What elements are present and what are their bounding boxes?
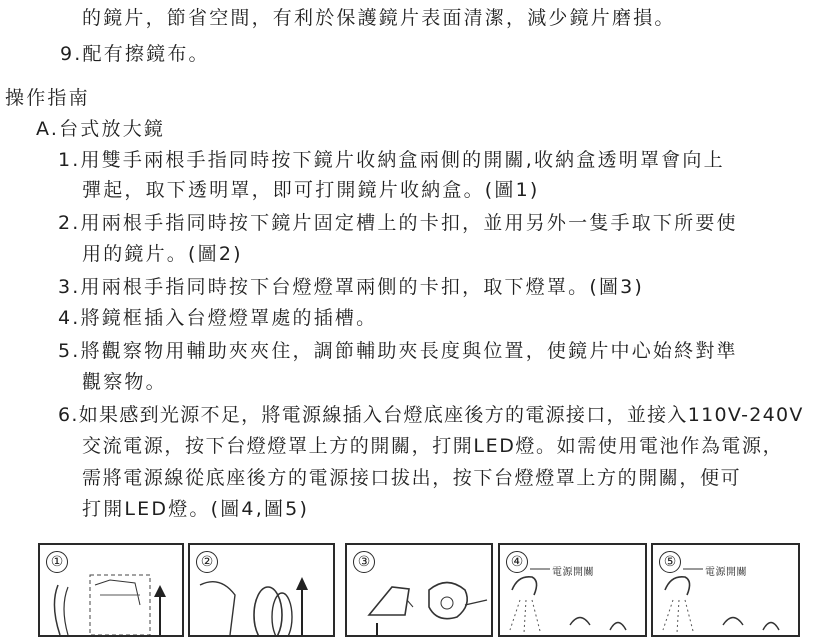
figure-number: ④ <box>506 551 528 573</box>
figure-number: ③ <box>353 551 375 573</box>
section-heading: 操作指南 <box>5 87 90 109</box>
step-6-line-1: 6.如果感到光源不足，將電源線插入台燈底座後方的電源接口，並接入110V-240V <box>58 404 804 426</box>
figure-number: ② <box>196 551 218 573</box>
step-1-line-1: 1.用雙手兩根手指同時按下鏡片收納盒兩側的開關,收納盒透明罩會向上 <box>58 149 725 171</box>
figure-number: ⑤ <box>659 551 681 573</box>
step-3: 3.用兩根手指同時按下台燈燈罩兩側的卡扣，取下燈罩。(圖3) <box>58 276 645 298</box>
case-illustration <box>40 545 182 635</box>
item-8-continued: 的鏡片，節省空間，有利於保護鏡片表面清潔，減少鏡片磨損。 <box>82 7 676 29</box>
step-2-line-2: 用的鏡片。(圖2) <box>82 243 243 265</box>
power-switch-label: 電源開關 <box>552 567 594 578</box>
power-switch-label: 電源開關 <box>705 567 747 578</box>
step-6-line-2: 交流電源，按下台燈燈罩上方的開關，打開LED燈。如需使用電池作為電源， <box>82 435 784 457</box>
figure-number: ① <box>46 551 68 573</box>
step-6-line-3: 需將電源線從底座後方的電源接口拔出，按下台燈燈罩上方的開關，便可 <box>82 467 742 489</box>
subsection-heading: A.台式放大鏡 <box>36 118 166 140</box>
lamp-switch-illustration <box>500 545 645 635</box>
cut-top-line <box>80 0 820 2</box>
step-5-line-2: 觀察物。 <box>82 371 167 393</box>
lampshade-illustration <box>347 545 491 635</box>
item-9: 9.配有擦鏡布。 <box>60 43 210 65</box>
step-6-line-4: 打開LED燈。(圖4,圖5) <box>82 498 310 520</box>
step-4: 4.將鏡框插入台燈燈罩處的插槽。 <box>58 307 378 329</box>
step-1-line-2: 彈起，取下透明罩，即可打開鏡片收納盒。(圖1) <box>82 179 540 201</box>
lens-removal-illustration <box>190 545 333 635</box>
step-2-line-1: 2.用兩根手指同時按下鏡片固定槽上的卡扣，並用另外一隻手取下所要使 <box>58 212 738 234</box>
step-5-line-1: 5.將觀察物用輔助夾夾住，調節輔助夾長度與位置，使鏡片中心始終對準 <box>58 340 738 362</box>
lamp-battery-illustration <box>653 545 798 635</box>
